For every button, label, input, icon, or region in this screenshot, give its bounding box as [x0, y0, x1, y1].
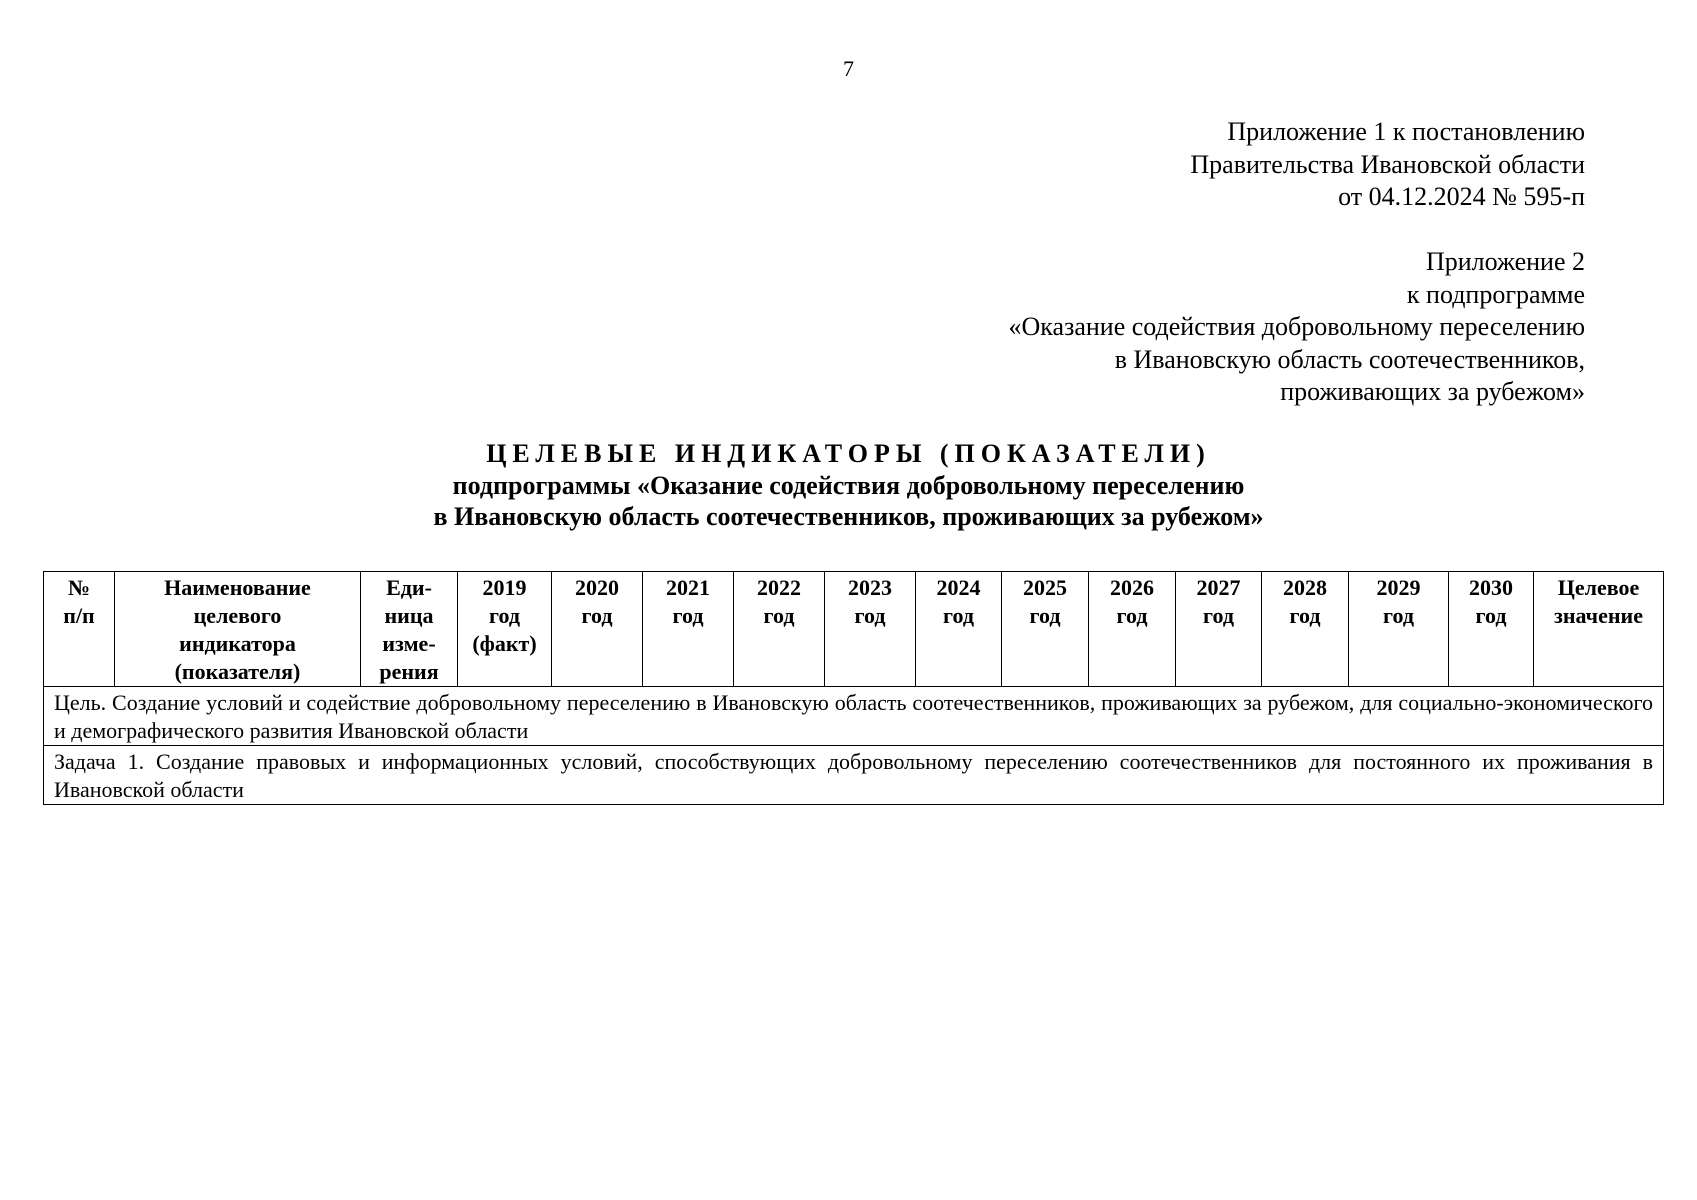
appendix-1-block [685, 116, 1585, 214]
header-year-2023: 2023 год [825, 572, 916, 687]
task-1-cell: Задача 1. Создание правовых и информационных условий, способствующих добровольному переселению соотечественников для постоянного их проживания в Ивановской области [44, 746, 1664, 805]
header-year-2021: 2021 год [643, 572, 734, 687]
appendix-1-line: Правительства Ивановской области [1190, 149, 1585, 179]
header-year-2022: 2022 год [734, 572, 825, 687]
header-year-2028: 2028 год [1262, 572, 1349, 687]
appendix-2-line: в Ивановскую область соотечественников, [1114, 344, 1585, 374]
appendix-2-line: Приложение 2 [1425, 247, 1585, 276]
appendix-2-block [685, 246, 1585, 409]
page-number: 7 [843, 56, 854, 81]
appendix-2-line: к подпрограмме [1406, 279, 1585, 309]
title-subtitle-line: подпрограммы «Оказание содействия добровольному переселению [452, 470, 1245, 500]
appendix-1-line: от 04.12.2024 № 595-п [1338, 182, 1585, 211]
header-year-2019: 2019 год (факт) [458, 572, 552, 687]
goal-cell: Цель. Создание условий и содействие добровольному переселению в Ивановскую область соотечественников, проживающих за рубежом, для социально-экономического и демографического развития Ивановской области [44, 687, 1664, 746]
header-year-2025: 2025 год [1002, 572, 1089, 687]
document-title [0, 438, 1697, 533]
appendix-2-line: «Оказание содействия добровольному переселению [1008, 312, 1585, 341]
header-indicator-name: Наименование целевого индикатора (показателя) [115, 572, 361, 687]
header-year-2030: 2030 год [1449, 572, 1534, 687]
title-main: ЦЕЛЕВЫЕ ИНДИКАТОРЫ (ПОКАЗАТЕЛИ) [486, 439, 1211, 468]
header-unit: Еди- ница изме- рения [361, 572, 458, 687]
appendix-2-line: проживающих за рубежом» [1280, 377, 1585, 406]
header-target-value: Целевое значение [1534, 572, 1664, 687]
table-header-row [44, 572, 1664, 687]
header-year-2029: 2029 год [1349, 572, 1449, 687]
indicators-table [43, 571, 1664, 805]
header-year-2020: 2020 год [552, 572, 643, 687]
title-subtitle-line: в Ивановскую область соотечественников, проживающих за рубежом» [433, 502, 1264, 531]
header-year-2024: 2024 год [916, 572, 1002, 687]
header-number: № п/п [44, 572, 115, 687]
table-row-task-1 [44, 746, 1664, 805]
appendix-1-line: Приложение 1 к постановлению [1227, 117, 1585, 146]
header-year-2026: 2026 год [1089, 572, 1176, 687]
header-year-2027: 2027 год [1176, 572, 1262, 687]
table-row-goal [44, 687, 1664, 746]
